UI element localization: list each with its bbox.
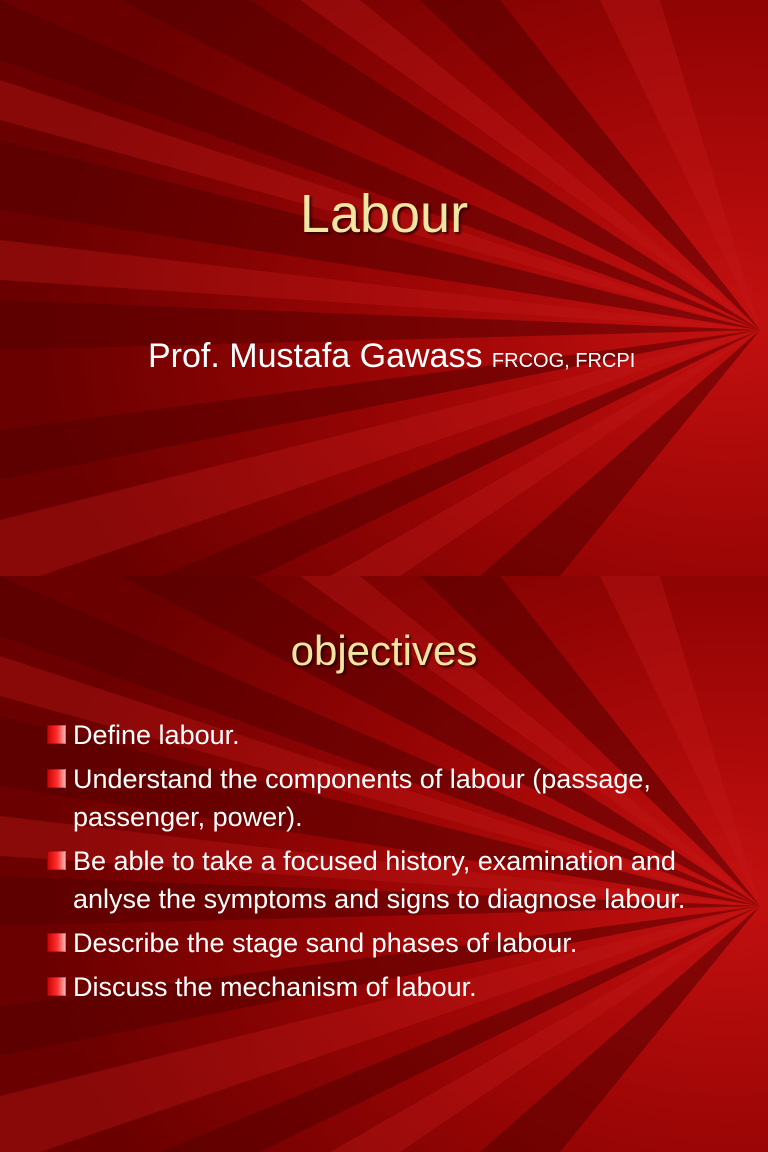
list-item xyxy=(44,924,744,962)
list-item-text: Discuss the mechanism of labour. xyxy=(73,972,477,1002)
objectives-list xyxy=(44,716,744,1012)
square-bullet-icon xyxy=(47,769,66,788)
slide-title: Labour xyxy=(299,184,469,244)
slide-title: objectives xyxy=(290,627,478,674)
presenter-line xyxy=(148,336,748,381)
list-item xyxy=(44,968,744,1006)
list-item-text: Understand the components of labour (passage, passenger, power). xyxy=(73,764,651,832)
presenter-name: Prof. Mustafa Gawass xyxy=(148,337,483,375)
list-item-text: Be able to take a focused history, examination and anlyse the symptoms and signs to diagnose labour. xyxy=(73,846,686,914)
square-bullet-icon xyxy=(47,851,66,870)
square-bullet-icon xyxy=(47,977,66,996)
presenter-credentials: FRCOG, FRCPI xyxy=(491,350,636,372)
square-bullet-icon xyxy=(47,725,66,744)
list-item xyxy=(44,760,744,836)
objectives-slide xyxy=(0,576,768,1152)
list-item-text: Describe the stage sand phases of labour. xyxy=(73,928,578,958)
list-item xyxy=(44,716,744,754)
list-item xyxy=(44,842,744,918)
list-item-text: Define labour. xyxy=(73,720,240,750)
square-bullet-icon xyxy=(47,933,66,952)
